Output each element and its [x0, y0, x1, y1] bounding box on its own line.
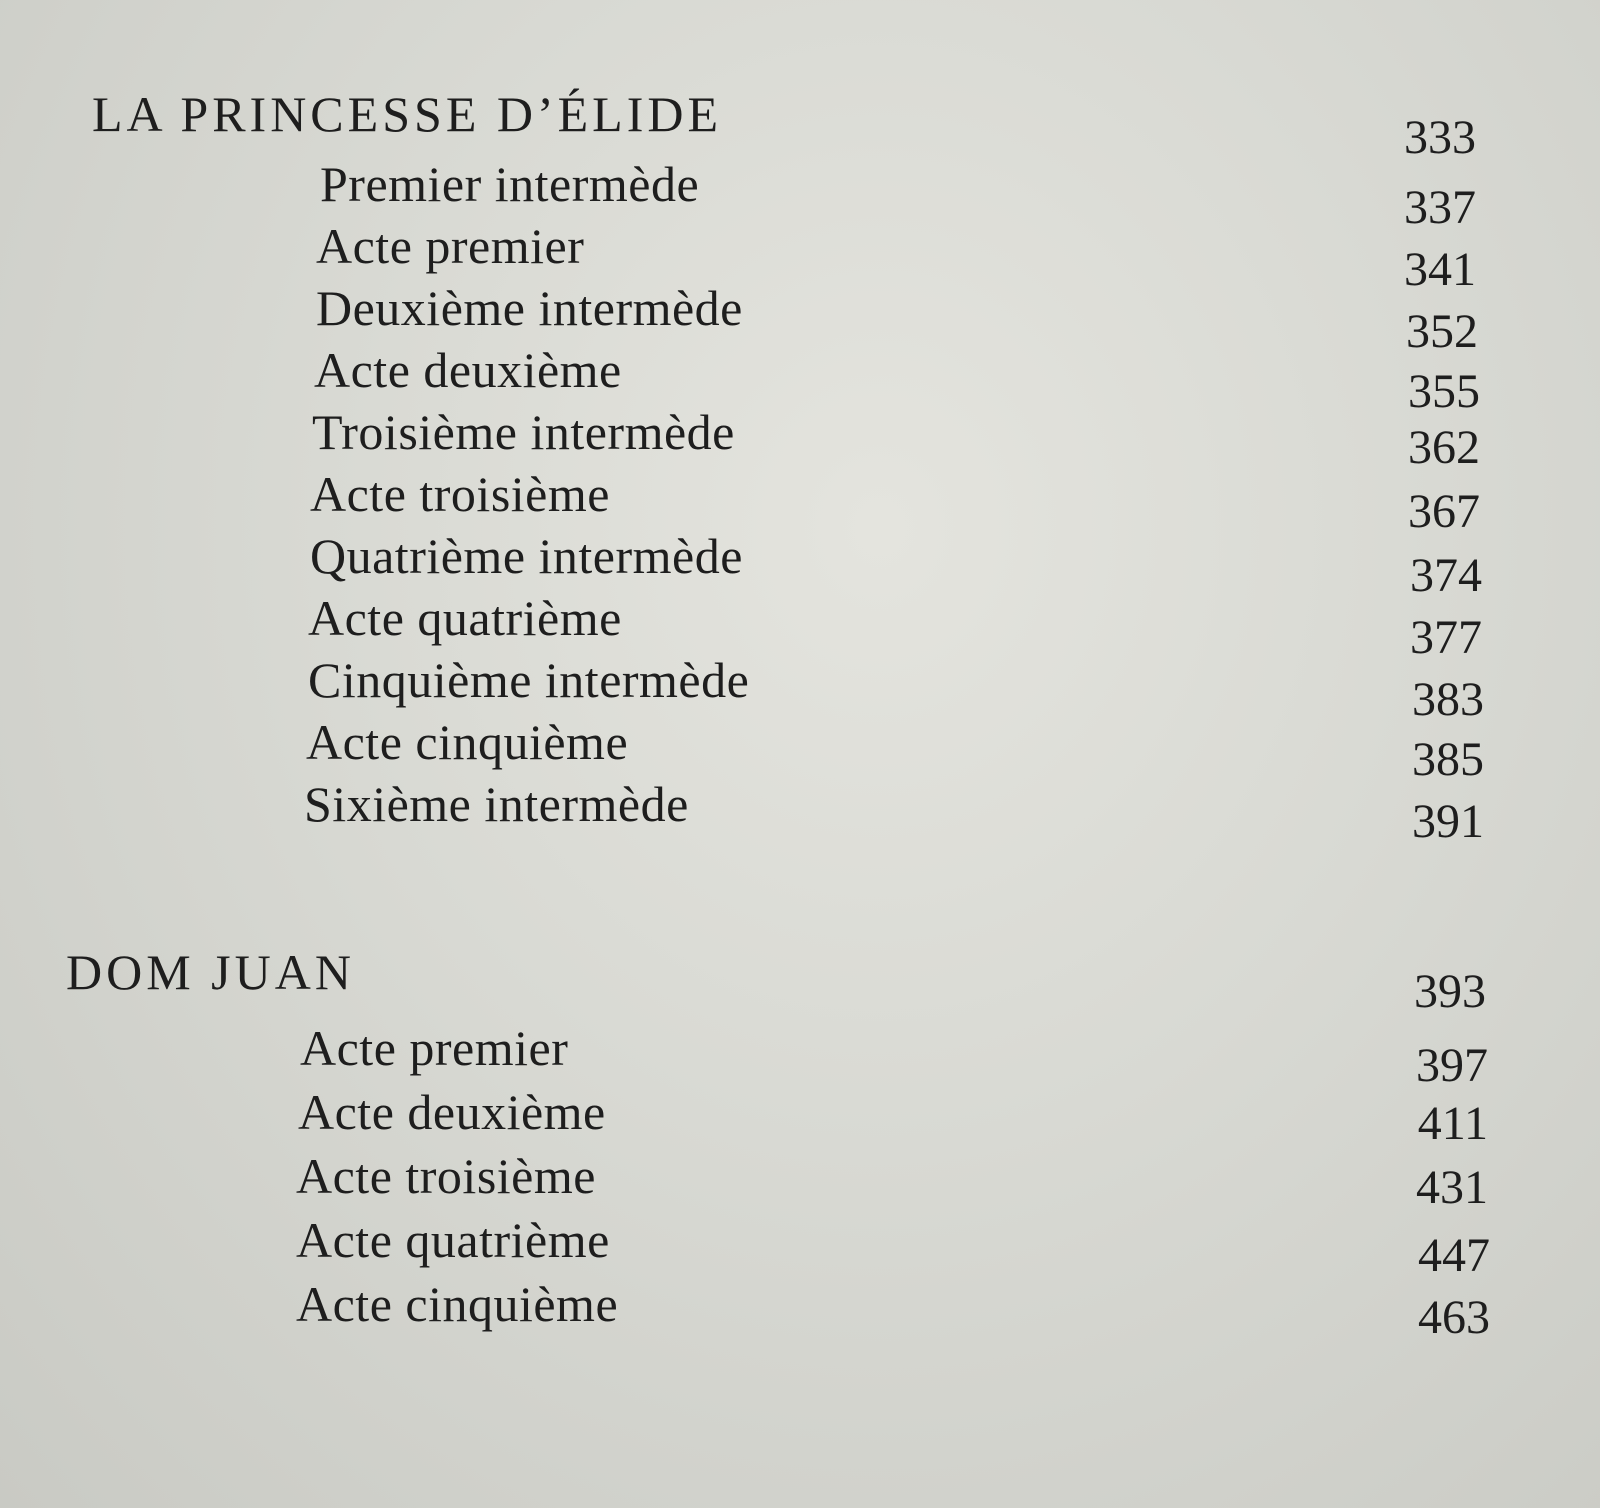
toc-entry-page: 367 — [1408, 485, 1480, 538]
toc-entry-page: 411 — [1417, 1097, 1488, 1150]
section-page-number: 393 — [1414, 965, 1486, 1018]
toc-entry-page: 385 — [1412, 733, 1484, 786]
toc-entry: Acte deuxième — [314, 342, 622, 398]
toc-entry-page: 341 — [1404, 243, 1476, 296]
toc-entry: Deuxième intermède — [316, 280, 743, 336]
toc-entry-page: 447 — [1418, 1229, 1490, 1282]
toc-entry-page: 355 — [1408, 365, 1480, 418]
toc-entry: Quatrième intermède — [310, 528, 743, 584]
toc-entry: Acte quatrième — [296, 1212, 610, 1268]
toc-entry-page: 431 — [1416, 1161, 1488, 1214]
section-title: LA PRINCESSE D’ÉLIDE — [92, 86, 722, 142]
toc-entry: Acte troisième — [296, 1148, 596, 1204]
toc-entry: Acte deuxième — [298, 1084, 606, 1140]
toc-entry: Acte premier — [316, 218, 585, 274]
toc-entry-page: 352 — [1406, 305, 1478, 358]
toc-entry-page: 337 — [1404, 181, 1476, 234]
toc-entry-page: 374 — [1410, 549, 1482, 602]
toc-entry-page: 397 — [1416, 1039, 1488, 1092]
toc-entry: Acte premier — [300, 1020, 569, 1076]
toc-entry: Acte quatrième — [308, 590, 622, 646]
toc-entry: Acte cinquième — [306, 714, 629, 770]
toc-entry: Cinquième intermède — [308, 652, 750, 708]
toc-entry-page: 383 — [1412, 673, 1484, 726]
toc-entry-page: 377 — [1410, 611, 1482, 664]
section-title: DOM JUAN — [66, 944, 355, 1000]
toc-entry: Troisième intermède — [312, 404, 735, 460]
toc-entry-page: 463 — [1418, 1291, 1490, 1344]
toc-entry: Acte cinquième — [296, 1276, 619, 1332]
toc-entry-page: 362 — [1408, 421, 1480, 474]
section-page-number: 333 — [1404, 111, 1476, 164]
toc-entry: Sixième intermède — [304, 776, 689, 832]
toc-entry: Premier intermède — [320, 156, 700, 212]
toc-entry: Acte troisième — [310, 466, 610, 522]
toc-entry-page: 391 — [1412, 795, 1484, 848]
